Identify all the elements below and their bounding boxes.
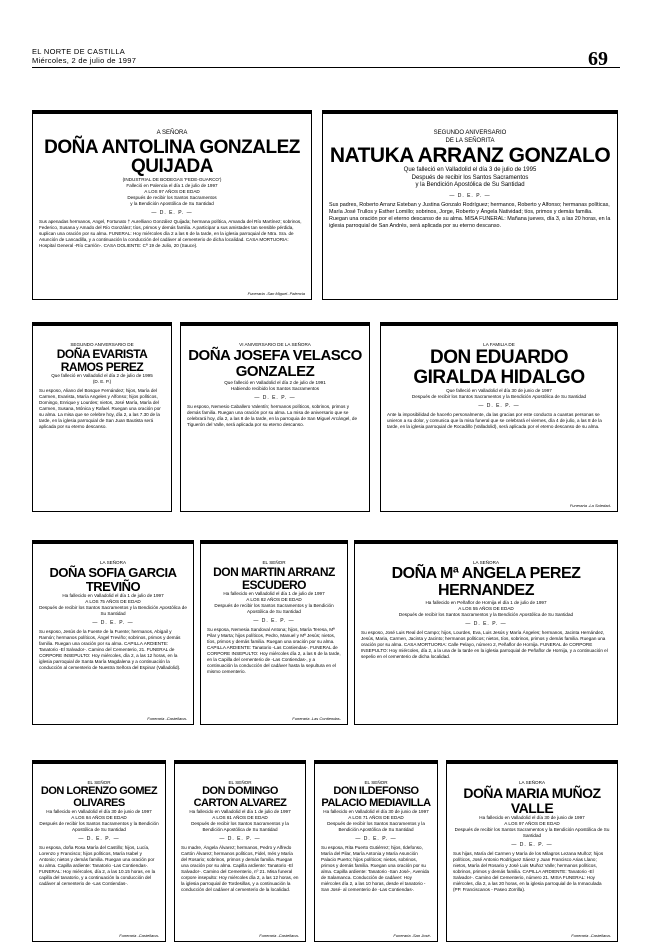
- obituary-notice: [380, 322, 618, 512]
- dep-mark: — D. E. P. —: [253, 618, 295, 625]
- dep-mark: — D. E. P. —: [478, 402, 520, 409]
- notice-line: Ha fallecido en Valladolid el día 1 de julio de 1997: [223, 591, 325, 597]
- notice-intro: EL SEÑOR: [228, 780, 252, 785]
- notice-line: Habiendo recibido los Santos Sacramentos: [230, 385, 320, 391]
- obituary-notice: [174, 760, 306, 942]
- notice-line: Después de recibir los Santos Sacramentos y la Bendición Apostólica de Su Santidad: [454, 827, 610, 839]
- newspaper-name: EL NORTE DE CASTILLA: [32, 47, 126, 56]
- notice-line: Ha fallecido en Valladolid el día 1 de julio de 1997: [189, 809, 291, 815]
- obituary-notice: [314, 760, 438, 942]
- notice-intro: LA SEÑORA: [99, 560, 127, 565]
- deceased-name: DOÑA ANTOLINA GONZALEZ QUIJADA: [44, 136, 300, 178]
- notice-line: A LOS 84 AÑOS DE EDAD: [71, 815, 127, 821]
- dep-mark: — D. E. P. —: [151, 210, 193, 217]
- notice-body: Sus padres, Roberto Arranz Esteban y Justina Gonzalo Rodríguez; hermanos, Roberto y Alfonso; hermanas políticas, María José Trullos y Esther Lomillo; sobrinos, Jorge, Roberto y Ángela Natividad; tíos, primos y demás familia. Ruegan una oración por el eterno descanso de su alma. MISA FUNERAL: Mañana jueves, día 3, a las 20 horas, en la iglesia parroquial de San Andrés, será aplicada por su eterno descanso.: [329, 201, 611, 229]
- funeral-home: Funeraria -Castellana-: [119, 933, 159, 938]
- notice-line: Después de recibir los Santos Sacramentos y la Bendición Apostólica de Su Santidad: [411, 393, 587, 399]
- obituary-notice: [32, 540, 194, 725]
- deceased-name: DON LORENZO GOMEZ OLIVARES: [40, 785, 158, 809]
- notice-body: Su esposa, Rita Puerto Gutiérrez; hijos, Ildefonso, María del Pilar, María Antonia y María Asunción Palacio Puerto; hijos políticos; nietos, sobrinos, primos y demás familia. Ruegan una oración por su alma. Capilla ardiente: Tanatorio -San José-, Avenida de Salamanca. Conducción de cadáver: Hoy miércoles día 2, a las 10 horas, desde el tanatorio -San José- al cementerio de -Las Contiendas-.: [321, 845, 430, 893]
- notice-intro: SEGUNDO ANIVERSARIO DE: [70, 342, 134, 347]
- dep-mark: — D. E. P. —: [355, 836, 397, 843]
- obituary-notice: [32, 760, 166, 942]
- obituary-notice: [446, 760, 618, 942]
- notice-body: Su esposa, doña Rosa María del Castillo; hijos, Lucía, Lorenzo y Francisco; hijos políticos, María Isabel y Antonio; nietos y demás familia. Ruegan una oración por su alma. Capilla ardiente: Tanatorio -Las Contiendas-. FUNERAL: Hoy miércoles, día 2, a las 10.15 horas, en la capilla del tanatorio, y a continuación la conducción del cadáver al cementerio de -Las Contiendas-.: [39, 845, 156, 887]
- notice-line: Después de recibir los Santos Sacramentos y la Bendición Apostólica de Su Santidad: [39, 821, 159, 833]
- deceased-name: DOÑA SOFIA GARCIA TREVIÑO: [49, 565, 177, 594]
- notice-intro: A SEÑORA: [156, 130, 188, 136]
- funeral-home: Funeraria -San Miguel- Palencia: [247, 291, 305, 296]
- notice-line: (D. E. P.): [92, 379, 112, 385]
- obituary-notice: [354, 540, 618, 725]
- notice-body: Su esposo, Aliano del Bosque Fernández; hijos, María del Carmen, Evarista, María Angeles y Alfonso; hijos políticos, Domingo, Enrique y Lourdes; nietos, José María, María del Carmen, Susana, Mónica y Rafael. Ruegan una oración por su alma. La misa que se celebre hoy, día 2, a las 7.30 de la tarde, en la iglesia parroquial de San Juan Bautista será aplicada por su eterno descanso.: [39, 388, 161, 430]
- notice-line: Ha fallecido en Valladolid el día 30 de junio de 1997: [323, 809, 429, 815]
- obituary-notice: [322, 110, 618, 300]
- notice-body: Su esposo, José Luis Real del Campo; hijos, Lourdes, Eva, Luis Jesús y María Ángeles; hermanos, Jacinta Hernández, Jesús, Maria, Carmen, Jacinta y Jacinto; hermanos políticos; nietos, tíos, sobrinos, primos y demás familia. Ruegan una oración por su alma. CASA MORTUORIA: Calle Pelayo, número 2, Peñaflor de Hornija. FUNERAL de CORPORE INSEPULTO: Hoy miércoles, día 2, a la una de la tarde en la iglesia parroquial de Peñaflor de Hornija, y a continuación el sepelio en el cementerio de dicha localidad.: [361, 629, 608, 659]
- notice-intro: EL SEÑOR: [262, 560, 286, 565]
- dep-mark: — D. E. P. —: [78, 836, 120, 843]
- notice-line: A LOS 75 AÑOS DE EDAD: [85, 599, 141, 605]
- funeral-home: Funeraria -La Soledad-: [569, 503, 611, 508]
- notice-line: Ha fallecido en Valladolid el día 1 de julio de 1997: [62, 593, 164, 599]
- notice-body: Su esposa, Nemesia Sandoval Antona; hijos, María Teresa, Mª Pilar y Marta; hijos políticos, Pedro, Manuel y Mª Jesús; nietos, tíos, primos y demás familia. Ruegan una oración por su alma. CAPILLA ARDIENTE: Tanatorio -Las Contiendas-. FUNERAL de CORPORE INSEPULTO: Hoy miércoles día 2, a las 6 de la tarde, en la Capilla del cementerio de -Las Contiendas-, y a continuación la conducción del cadáver hasta la sepultura en el mismo cementerio.: [207, 627, 341, 675]
- notice-line: A LOS 82 AÑOS DE EDAD: [246, 597, 302, 603]
- notice-line: Después de recibir los Santos Sacramentos y la Bendición Apostólica de Su Santidad: [327, 821, 425, 833]
- notice-intro: LA FAMILIA DE: [483, 342, 515, 347]
- notice-line: A LOS 97 AÑOS DE EDAD: [144, 189, 200, 195]
- notice-line: Ha fallecido en Peñaflor de Hornija el día 1 de julio de 1997: [425, 599, 547, 605]
- notice-line: Que falleció en Valladolid el día 2 de julio de 1991: [224, 379, 326, 385]
- deceased-name: DOÑA MARIA MUÑOZ VALLE: [463, 785, 601, 816]
- dep-mark: — D. E. P. —: [511, 842, 553, 849]
- notice-intro: VI ANIVERSARIO DE LA SEÑORA: [239, 342, 311, 347]
- notice-line: A LOS 97 AÑOS DE EDAD: [504, 821, 560, 827]
- deceased-name: DON ILDEFONSO PALACIO MEDIAVILLA: [321, 785, 431, 809]
- deceased-name: DON EDUARDO GIRALDA HIDALGO: [413, 347, 585, 388]
- obituary-notice: [32, 110, 312, 300]
- notice-line: Después de recibir los Santos Sacramentos y la Bendición Apostólica de Su Santidad: [191, 821, 289, 833]
- notice-line: Después de recibir los Santos Sacramentos: [411, 174, 529, 181]
- notice-body: Su esposo, Jesús de la Fuente de la Fuente; hermanos, Abigail y Ramón; hermanos políticos, Ángel Treviño; sobrinos, primos y demás familia. Ruegan una oración por su alma. CAPILLA ARDIENTE: Tanatorio -El Salvador-. Camino del Cementerio, 21. FUNERAL de CORPORE INSEPULTO: Hoy miércoles, día 2, a las 12 horas, en la iglesia parroquial de Santa María Magdalena y a continuación la conducción al cementerio de Nuestra Señora del Espinar (Valladolid).: [39, 629, 181, 671]
- notice-intro: LA SEÑORA: [518, 780, 546, 785]
- funeral-home: Funeraria -San José-: [393, 933, 431, 938]
- obituary-notice: [180, 322, 370, 512]
- obituary-notice: [32, 322, 172, 512]
- notice-line: Después de recibir los Santos Sacramentos y la Bendición Apostólica de Su Santidad: [214, 603, 334, 615]
- deceased-name: DOÑA JOSEFA VELASCO GONZALEZ: [188, 347, 362, 380]
- dep-mark: — D. E. P. —: [465, 620, 507, 627]
- notice-line: Que falleció en Valladolid el día 2 de julio de 1995: [51, 373, 153, 379]
- notice-line: A LOS 55 AÑOS DE EDAD: [458, 605, 514, 611]
- header-rule: [32, 67, 620, 68]
- notice-line: Ha fallecido en Valladolid el día 30 de junio de 1997: [479, 815, 585, 821]
- notice-intro: EL SEÑOR: [364, 780, 388, 785]
- deceased-name: DOÑA Mª ANGELA PEREZ HERNANDEZ: [391, 565, 581, 599]
- notice-subtitle: (INDUSTRIAL DE BODEGAS 'FEDE-GUARCO'): [122, 177, 222, 183]
- issue-date: Miércoles, 2 de julio de 1997: [32, 56, 137, 65]
- dep-mark: — D. E. P. —: [449, 192, 491, 199]
- page-number: 69: [588, 48, 608, 70]
- funeral-home: Funeraria -Castellana-: [147, 716, 187, 721]
- funeral-home: Funeraria -Castellana-: [571, 933, 611, 938]
- notice-line: Después de recibir los Santos Sacramentos y la Bendición Apostólica de Su Santidad: [398, 611, 574, 617]
- notice-line: Falleció en Palencia el día 1 de julio de 1997: [126, 183, 218, 189]
- dep-mark: — D. E. P. —: [92, 620, 134, 627]
- dep-mark: — D. E. P. —: [254, 394, 296, 401]
- deceased-name: DON DOMINGO CARTON ALVAREZ: [193, 785, 287, 809]
- notice-line: Ha fallecido en Valladolid el día 30 de junio de 1997: [46, 809, 152, 815]
- notice-line: A LOS 71 AÑOS DE EDAD: [348, 815, 404, 821]
- dep-mark: — D. E. P. —: [219, 836, 261, 843]
- notice-body: Ante la imposibilidad de hacerlo personalmente, da las gracias por este conducto a cuantas personas se unieron a su dolor, y comunica que la misa funeral que se celebrará el viernes, día 4 de julio, a las 8 de la tarde, en la iglesia parroquial de Rocadillo (Valladolid), será aplicada por el eterno descanso de su alma.: [387, 411, 602, 429]
- notice-line: y la Bendición Apostólica de Su Santidad: [130, 201, 214, 207]
- funeral-home: Funeraria -Castellana-: [259, 933, 299, 938]
- notice-intro: SEGUNDO ANIVERSARIO DE LA SEÑORITA: [433, 130, 507, 144]
- notice-line: y la Bendición Apostólica de Su Santidad: [415, 182, 525, 189]
- deceased-name: NATUKA ARRANZ GONZALO: [329, 144, 611, 167]
- notice-body: Sus hijas, María del Carmen y María de los Milagros Lezana Muñoz; hijos políticos, José Antonio Rodríguez Sáenz y Juan Francisco Arias Llano; nietos, María del Rosario y José Luis Muñoz Valle; hermanos políticos, sobrinos, primos y demás familia. CAPILLA ARDIENTE: Tanatorio -El Salvador-. Camino del Cementerio, número 21. MISA FUNERAL: Hoy miércoles, día 2, a las 20 horas, en la iglesia parroquial de la Inmaculada (PP. Franciscanos - Paseo Zorrilla).: [453, 851, 604, 893]
- notice-line: A LOS 81 AÑOS DE EDAD: [212, 815, 268, 821]
- notice-line: Que falleció en Valladolid el día 30 de junio de 1997: [446, 387, 552, 393]
- notice-line: Que falleció en Valladolid el día 3 de julio de 1995: [403, 167, 537, 174]
- deceased-name: DOÑA EVARISTA RAMOS PEREZ: [56, 347, 148, 374]
- notice-line: Después de recibir los Santos Sacramentos y la Bendición Apostólica de Su Santidad: [39, 605, 187, 617]
- funeral-home: Funeraria -Las Contiendas-: [292, 716, 341, 721]
- notice-intro: LA SEÑORA: [472, 560, 500, 565]
- notice-body: Su madre, Ángela Álvarez; hermanos, Pedro y Alfredo Cartón Álvarez; hermanos políticos, Fidel, Inés y María del Rosario; sobrinos, primos y demás familia. Ruegan una oración por su alma. Capilla ardiente: Tanatorio -El Salvador-. Camino del Cementerio, nº 21. Misa funeral corpore insepulto: Hoy miércoles día 2, a las 12 horas, en la iglesia parroquial de Tordesillas, y a continuación la conducción del cadáver al cementerio de la localidad.: [181, 845, 299, 893]
- notice-body: Sus apenadas hermanos, Angel, Fortunato † Aurelliano González Quijada; hermana política, Amanda del Río Martínez; sobrinos, Federico, Susana y Amado del Río González; tíos, primos y demás familia. A participar a sus amistades tan sensible pérdida, suplican una oración por su alma. FUNERAL: Hoy miércoles día 2 a las 6 de la tarde, en la iglesia parroquial de Ntra. Sra. de Asunción de Lancadilla, y a continuación la conducción del cadáver al cementerio de dicha localidad. CASA MORTUORIA: Hospital General -Río Carrión-. CASA DOLIENTE: Cª 19 de Julio, 20 (Sauce).: [39, 219, 302, 249]
- obituary-notice: [200, 540, 348, 725]
- notice-line: Después de recibir los Santos Sacramentos: [127, 195, 217, 201]
- notice-body: Su esposo, Nemesio Caballero Valentín; hermanos políticos, sobrinos, primos y demás familia. Ruegan una oración por su alma. La misa de aniversario que se celebrará hoy, día 2, a las 8 de la tarde, en la parroquia de San Miguel Arcángel, de Tiguerón del Valle, será aplicada por su eterno descanso.: [187, 403, 357, 427]
- notice-intro: EL SEÑOR: [87, 780, 111, 785]
- page-header: [32, 47, 136, 65]
- deceased-name: DON MARTIN ARRANZ ESCUDERO: [213, 565, 335, 592]
